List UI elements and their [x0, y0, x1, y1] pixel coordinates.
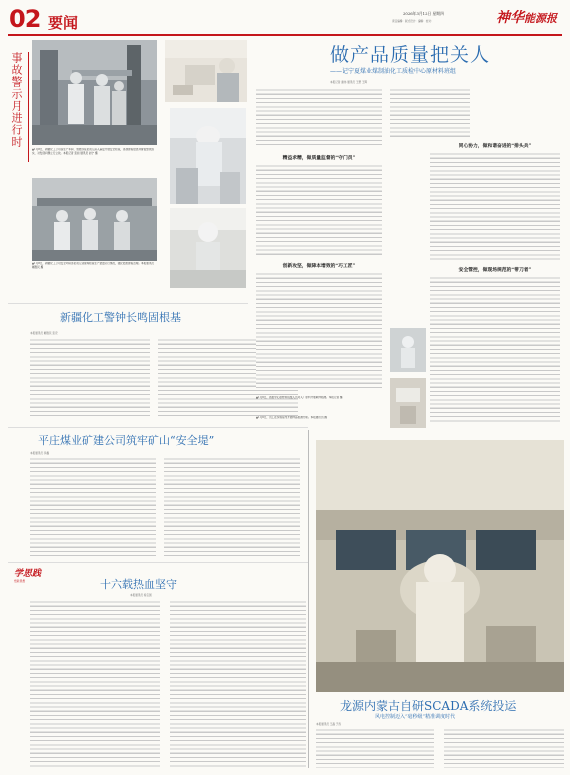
- feature-headline: 做产品质量把关人: [330, 44, 491, 66]
- feature-photo-worker-2: [170, 208, 246, 288]
- paper-name-part-2: 能源报: [524, 12, 557, 25]
- feature-byline: 本报记者 谢伟 通讯员 王慧 王辉: [330, 81, 368, 84]
- xinjiang-byline: 本报通讯员 阚胜民 张宏: [30, 332, 58, 335]
- study-logo-sub: 悟新思想: [14, 579, 26, 583]
- scada-control-room-photo: [316, 440, 564, 692]
- feature-section-3-title: 同心协力，做和谐奋进的“排头兵”: [458, 143, 532, 149]
- pingzhuang-byline: 本报通讯员 李鑫: [30, 452, 49, 455]
- pingzhuang-body: [30, 457, 300, 557]
- vertical-banner: [8, 52, 29, 162]
- column-divider: [308, 430, 309, 768]
- masthead-rule: [8, 34, 562, 36]
- xinjiang-headline: 新疆化工警钟长鸣固根基: [60, 311, 181, 324]
- issue-date: 2026年3月12日 星期四: [403, 11, 444, 16]
- section-title: 要闻: [48, 14, 79, 32]
- feature-section-4-title: 安全管控，做现场规范的“带刀者”: [458, 267, 532, 273]
- sixteen-top-rule: [8, 562, 308, 563]
- feature-photo-testing: [390, 378, 426, 428]
- paper-name: [496, 7, 557, 27]
- study-logo: [14, 566, 62, 584]
- feature-col-1: [256, 88, 382, 148]
- feature-col-2c: [430, 276, 560, 424]
- feature-photo-lab: [165, 40, 247, 102]
- paper-name-part-1: 神华: [496, 10, 524, 26]
- scada-headline: 龙源内蒙古自研SCADA系统投运: [340, 699, 517, 713]
- feature-col-1b: [256, 164, 382, 256]
- pingzhuang-headline: 平庄煤业矿建公司筑牢矿山“安全堤”: [38, 434, 215, 447]
- feature-subheadline: ——记宁夏煤业煤制油化工质检中心原材料班组: [330, 68, 457, 75]
- xinjiang-top-rule: [8, 303, 248, 304]
- photo-caption-2: ▲1月8日，新疆化工公司安全环保部负责人到现场检查生产装置运行情况，强化隐患排查治理。本报通讯员 阚胜民 摄: [32, 262, 155, 269]
- sixteen-byline: 本报通讯员 杨宝国: [130, 594, 152, 597]
- safety-inspection-photo-2: [32, 178, 157, 261]
- scada-subheadline: 风电控制迈入“毫秒级”精准调度时代: [375, 714, 456, 720]
- feature-caption-2: ▲1月6日，员工在实验室内开展样品检测分析。本报通讯员 摄: [256, 416, 327, 419]
- feature-section-1-title: 精益求精，做质量监督的“守门员”: [282, 155, 356, 161]
- feature-col-2: [390, 88, 470, 138]
- vertical-banner-title: 事故警示月进行时: [10, 52, 23, 148]
- sixteen-body: [30, 600, 306, 768]
- scada-body: [316, 728, 564, 768]
- scada-byline: 本报通讯员 王磊 于涛: [316, 723, 341, 726]
- page-number: 02: [9, 5, 41, 33]
- sixteen-headline: 十六载热血坚守: [100, 578, 177, 591]
- editor-line: 责任编辑：版式设计：编辑：校对：: [392, 20, 434, 23]
- feature-col-2b: [430, 152, 560, 260]
- feature-photo-worker-1: [170, 108, 246, 204]
- safety-inspection-photo-1: [32, 40, 157, 145]
- feature-section-2-title: 创新攻坚，做降本增效的“巧工匠”: [282, 263, 356, 269]
- feature-col-1c: [256, 272, 382, 390]
- study-logo-title: 学思践: [14, 569, 42, 579]
- feature-photo-sampling: [390, 328, 426, 372]
- photo-caption-1: ▲1月8日，新疆化工公司各生产车间、管控部室负责人深入基层开展安全检查，逐项排查隐患并督促整改落实，对发现问题立行立改。本报记者 张旭 通讯员 赵宁 摄: [32, 148, 155, 155]
- feature-caption-1: ▲1月6日，质检中心原材料班组人员对入厂原料开展取样检测。本报记者 摄: [256, 396, 343, 399]
